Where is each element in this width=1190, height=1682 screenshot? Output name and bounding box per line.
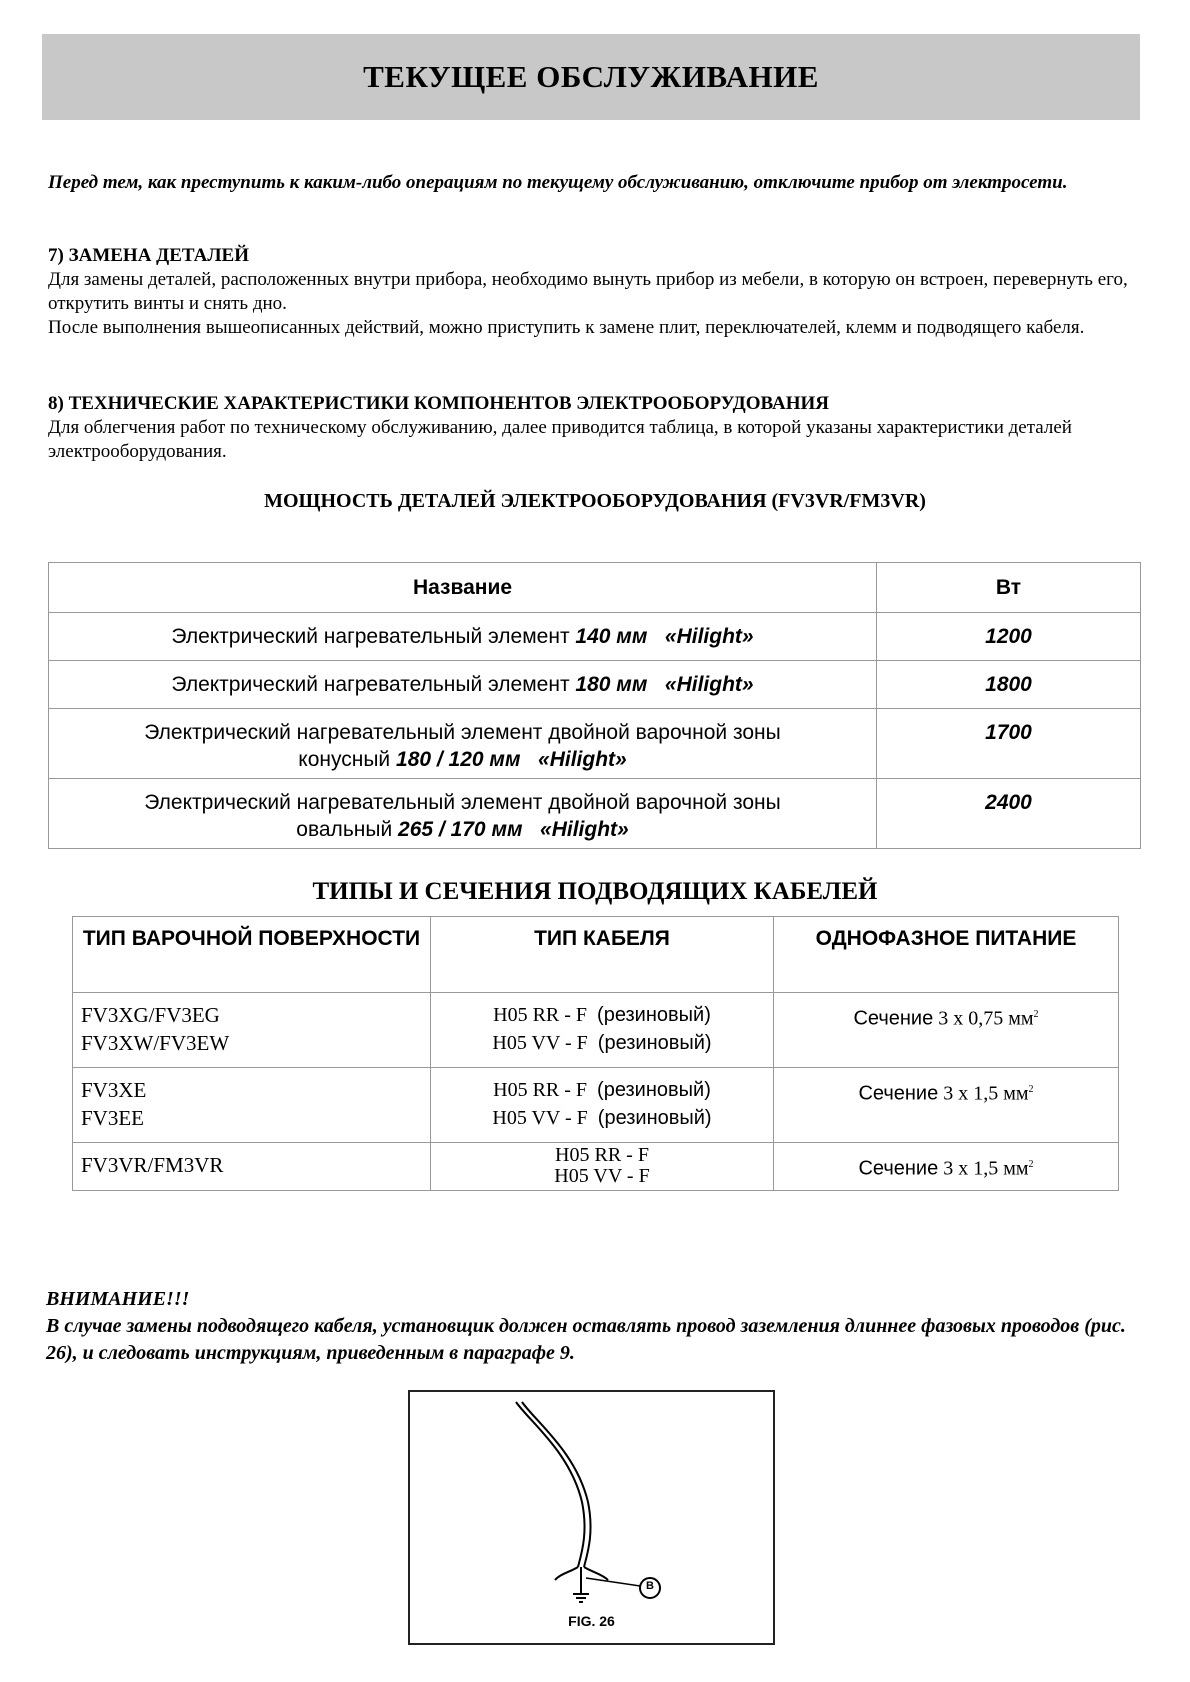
cable-material: (резиновый) bbox=[597, 1004, 711, 1026]
element-text: Электрический нагревательный элемент bbox=[171, 625, 570, 648]
attention-text: В случае замены подводящего кабеля, установщик должен оставлять провод заземления длиннее фазовых проводов (рис. 26), и следовать инструкциям, приведенным в параграфе 9. bbox=[46, 1315, 1126, 1364]
cable-cell-cable bbox=[431, 993, 774, 1068]
section-value: 3 x 1,5 мм bbox=[943, 1082, 1029, 1105]
element-brand: «Hilight» bbox=[664, 673, 754, 696]
cable-code: H05 VV - F bbox=[492, 1107, 588, 1129]
power-table-header bbox=[49, 563, 1141, 613]
cable-material: (резиновый) bbox=[597, 1079, 711, 1101]
section-label: Сечение bbox=[858, 1157, 939, 1180]
hob-type: FV3XW/FV3EW bbox=[81, 1031, 230, 1055]
power-cell-name bbox=[49, 709, 877, 779]
cable-table bbox=[72, 916, 1119, 1191]
power-cell-watts: 1800 bbox=[877, 661, 1141, 709]
section-sup: 2 bbox=[1028, 1084, 1034, 1095]
element-size: 180 / 120 мм bbox=[396, 748, 521, 771]
power-table bbox=[48, 562, 1141, 849]
power-cell-name bbox=[49, 779, 877, 849]
element-text: Электрический нагревательный элемент bbox=[171, 673, 570, 696]
element-text: Электрический нагревательный элемент двойной варочной зоны bbox=[144, 791, 781, 814]
section-sup: 2 bbox=[1028, 1159, 1034, 1170]
cable-cell-type bbox=[73, 1068, 431, 1143]
attention-title: ВНИМАНИЕ!!! bbox=[46, 1288, 190, 1310]
power-col-watts: Вт bbox=[877, 563, 1141, 613]
cable-cell-cable bbox=[431, 1143, 774, 1191]
marker-b: B bbox=[646, 1580, 654, 1592]
section-7-heading: 7) ЗАМЕНА ДЕТАЛЕЙ bbox=[48, 245, 249, 266]
cable-material: (резиновый) bbox=[597, 1032, 712, 1054]
figure-26 bbox=[408, 1390, 775, 1645]
hob-type: FV3VR/FM3VR bbox=[81, 1153, 224, 1177]
power-cell-watts: 1700 bbox=[877, 709, 1141, 779]
cable-code: H05 VV - F bbox=[554, 1165, 650, 1187]
cable-col-power: ОДНОФАЗНОЕ ПИТАНИЕ bbox=[774, 917, 1119, 993]
element-size: 180 мм bbox=[575, 673, 648, 696]
cable-col-type: ТИП ВАРОЧНОЙ ПОВЕРХНОСТИ bbox=[73, 917, 431, 993]
hob-type: FV3XG/FV3EG bbox=[81, 1003, 220, 1027]
section-value: 3 x 0,75 мм bbox=[938, 1007, 1034, 1030]
section-8 bbox=[48, 392, 1138, 464]
power-table-caption: МОЩНОСТЬ ДЕТАЛЕЙ ЭЛЕКТРООБОРУДОВАНИЯ (FV3VR/FM3VR) bbox=[264, 490, 926, 512]
element-size: 140 мм bbox=[575, 625, 648, 648]
element-brand: «Hilight» bbox=[538, 748, 627, 771]
section-value: 3 x 1,5 мм bbox=[943, 1157, 1029, 1180]
section-8-para: Для облегчения работ по техническому обслуживанию, далее приводится таблица, в которой указаны характеристики деталей электрооборудования. bbox=[48, 417, 1072, 462]
ground-symbol-drawing bbox=[410, 1392, 773, 1647]
element-text: Электрический нагревательный элемент двойной варочной зоны bbox=[144, 721, 781, 744]
cable-cell-type bbox=[73, 993, 431, 1068]
cable-cell-cable bbox=[431, 1068, 774, 1143]
section-label: Сечение bbox=[853, 1007, 934, 1030]
section-7-para-1: Для замены деталей, расположенных внутри прибора, необходимо вынуть прибор из мебели, в которую он встроен, перевернуть его, открутить винты и снять дно. bbox=[48, 269, 1128, 314]
cable-material: (резиновый) bbox=[597, 1107, 712, 1129]
power-cell-watts: 1200 bbox=[877, 613, 1141, 661]
table-row bbox=[49, 779, 1141, 849]
element-brand: «Hilight» bbox=[540, 818, 629, 841]
element-text-2: овальный bbox=[296, 818, 393, 841]
cable-code: H05 RR - F bbox=[493, 1004, 588, 1026]
cable-table-header bbox=[73, 917, 1119, 993]
cable-cell-section bbox=[774, 993, 1119, 1068]
section-8-heading: 8) ТЕХНИЧЕСКИЕ ХАРАКТЕРИСТИКИ КОМПОНЕНТОВ ЭЛЕКТРООБОРУДОВАНИЯ bbox=[48, 393, 829, 414]
section-label: Сечение bbox=[858, 1082, 939, 1105]
power-col-name: Название bbox=[49, 563, 877, 613]
intro-warning: Перед тем, как преступить к каким-либо операциям по текущему обслуживанию, отключите прибор от электросети. bbox=[48, 172, 1068, 193]
power-cell-watts: 2400 bbox=[877, 779, 1141, 849]
page-title: ТЕКУЩЕЕ ОБСЛУЖИВАНИЕ bbox=[363, 59, 819, 94]
hob-type: FV3EE bbox=[81, 1106, 144, 1130]
cable-cell-type bbox=[73, 1143, 431, 1191]
figure-label: FIG. 26 bbox=[568, 1613, 615, 1629]
attention-block bbox=[46, 1286, 1146, 1367]
power-cell-name bbox=[49, 661, 877, 709]
power-cell-name bbox=[49, 613, 877, 661]
element-size: 265 / 170 мм bbox=[398, 818, 523, 841]
cable-cell-section bbox=[774, 1068, 1119, 1143]
table-row bbox=[49, 613, 1141, 661]
cable-code: H05 VV - F bbox=[492, 1032, 588, 1054]
section-7-para-2: После выполнения вышеописанных действий, можно приступить к замене плит, переключателей, клемм и подводящего кабеля. bbox=[48, 317, 1085, 338]
table-row bbox=[73, 993, 1119, 1068]
title-banner bbox=[42, 34, 1140, 120]
hob-type: FV3XE bbox=[81, 1078, 147, 1102]
element-brand: «Hilight» bbox=[664, 625, 754, 648]
table-row bbox=[49, 709, 1141, 779]
cable-col-cable: ТИП КАБЕЛЯ bbox=[431, 917, 774, 993]
cable-table-caption: ТИПЫ И СЕЧЕНИЯ ПОДВОДЯЩИХ КАБЕЛЕЙ bbox=[312, 878, 878, 905]
table-row bbox=[49, 661, 1141, 709]
element-text-2: конусный bbox=[298, 748, 391, 771]
table-row bbox=[73, 1143, 1119, 1191]
cable-cell-section bbox=[774, 1143, 1119, 1191]
section-sup: 2 bbox=[1033, 1009, 1039, 1020]
cable-code: H05 RR - F bbox=[555, 1144, 649, 1166]
cable-code: H05 RR - F bbox=[493, 1079, 588, 1101]
table-row bbox=[73, 1068, 1119, 1143]
section-7 bbox=[48, 244, 1138, 340]
